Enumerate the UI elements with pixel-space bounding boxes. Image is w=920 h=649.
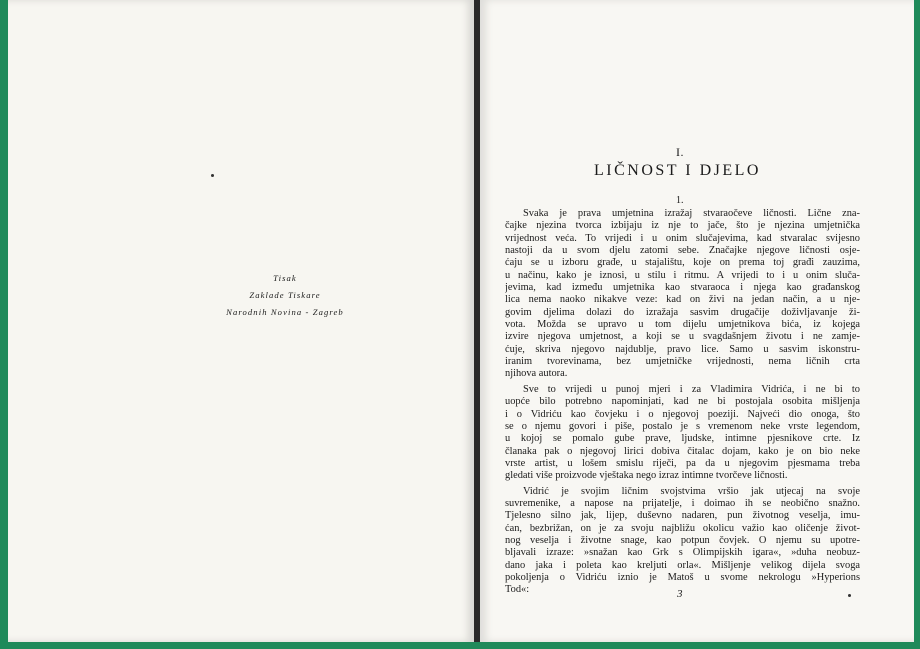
text-line: dano jaka i poleta kao kreljuti orla«. Mišljenje velikog dijela svoga: [505, 559, 860, 571]
text-line: ćaju se u izboru građe, u stajalištu, koje on prema toj građi zauzima,: [505, 257, 860, 269]
text-line: nog veselja i životne snage, kao potpun čovjek. O njemu su upotre-: [505, 534, 860, 546]
text-line: Tod«:: [505, 584, 530, 596]
text-line: vrijednost veća. To vrijedi i u onim slučajevima, kad stvaralac svijesno: [505, 232, 860, 244]
text-line: bljavali izraze: »snažan kao Grk s Olimpijskih igara«, »duha neobuz-: [505, 547, 860, 559]
text-line: jevima, kad između umjetnika kao stvaraoca i njega kao građanskog: [505, 282, 860, 294]
chapter-number: I.: [676, 145, 684, 159]
text-line: njihova autora.: [505, 368, 568, 380]
speck-mark: [848, 594, 851, 597]
text-line: Tjelesno silno jak, lijep, duševno nadaren, pun životnog veselja, imu-: [505, 510, 860, 522]
speck-mark: [211, 174, 214, 177]
left-page: [8, 0, 474, 642]
text-line: ćan, bezbrižan, on je za svoju najbližu okolicu važio kao oličenje život-: [505, 522, 860, 534]
text-line: Sve to vrijedi u punoj mjeri i za Vladimira Vidrića, i ne bi to: [523, 383, 860, 395]
text-line: gledati više proizvode vještaka nego izraz intimne tvorčeve ličnosti.: [505, 470, 788, 482]
body-text: [505, 208, 860, 597]
chapter-title: LIČNOST I DJELO: [594, 162, 761, 179]
text-line: čajke njezina tvorca izbijaju iz nje to jače, što je njezina umjetnička: [505, 220, 860, 232]
text-line: članaka pak o njegovoj lirici dobiva čitalac dojam, kako je on bio neke: [505, 445, 860, 457]
text-line: govim djelima dolazi do izražaja sasvim drugačije doživljavanje ži-: [505, 306, 860, 318]
text-line: izvire njegova umjetnost, a koji se u svagdašnjem životu i ne zamje-: [505, 331, 860, 343]
text-line: iranim tvorevinama, bez umjetničke vrijednosti, nema ličnih crta: [505, 356, 860, 368]
text-line: se o njemu govori i piše, postalo je s vremenom neke vrste legendom,: [505, 420, 860, 432]
section-number: 1.: [676, 195, 684, 206]
text-line: suvremenike, a napose na prijatelje, i doimao ih se neobično snažno.: [505, 497, 860, 509]
text-line: lica nema naoko nikakve veze: kad on živi na jedan način, a u nje-: [505, 294, 860, 306]
text-line: uopće bilo potrebno napominjati, kad ne bi postojala osobita mišljenja: [505, 396, 860, 408]
text-line: i o Vidriću kao čovjeku i o njegovoj poeziji. Najveći dio onoga, što: [505, 408, 860, 420]
background-edge-left: [0, 0, 8, 649]
page-number: 3: [677, 588, 683, 600]
text-line: vota. Možda se upravo u tom dijelu umjetnikova bića, iz kojega: [505, 319, 860, 331]
text-line: u načinu, kako je iznosi, u stilu i ritmu. A vrijedi to i u onim sluča-: [505, 269, 860, 281]
text-line: pokoljenja o Vidriću iznio je Matoš u svome nekrologu »Hyperions: [505, 571, 860, 583]
text-line: Vidrić je svojim ličnim svojstvima vršio jak utjecaj na svoje: [523, 485, 860, 497]
background-edge-bottom: [0, 642, 920, 649]
text-line: nastoji da u svom djelu zatomi sebe. Značajke njegove ličnosti osje-: [505, 245, 860, 257]
text-line: ćuje, skriva njegovo najdublje, pravo lice. Samo u sasvim iskonstru-: [505, 343, 860, 355]
printer-imprint: [200, 270, 370, 321]
text-line: Svaka je prava umjetnina izražaj stvaraočeve ličnosti. Lične zna-: [523, 208, 860, 219]
imprint-line: Narodnih Novina - Zagreb: [226, 307, 344, 317]
text-line: vrste artist, u lošem smislu riječi, pa da u njegovim pjesmama treba: [505, 457, 860, 469]
text-line: u kojoj se pomalo gube prave, ljudske, intimne pjesnikove crte. Iz: [505, 433, 860, 445]
imprint-line: Zaklade Tiskare: [249, 290, 321, 300]
imprint-line: Tisak: [273, 273, 297, 283]
